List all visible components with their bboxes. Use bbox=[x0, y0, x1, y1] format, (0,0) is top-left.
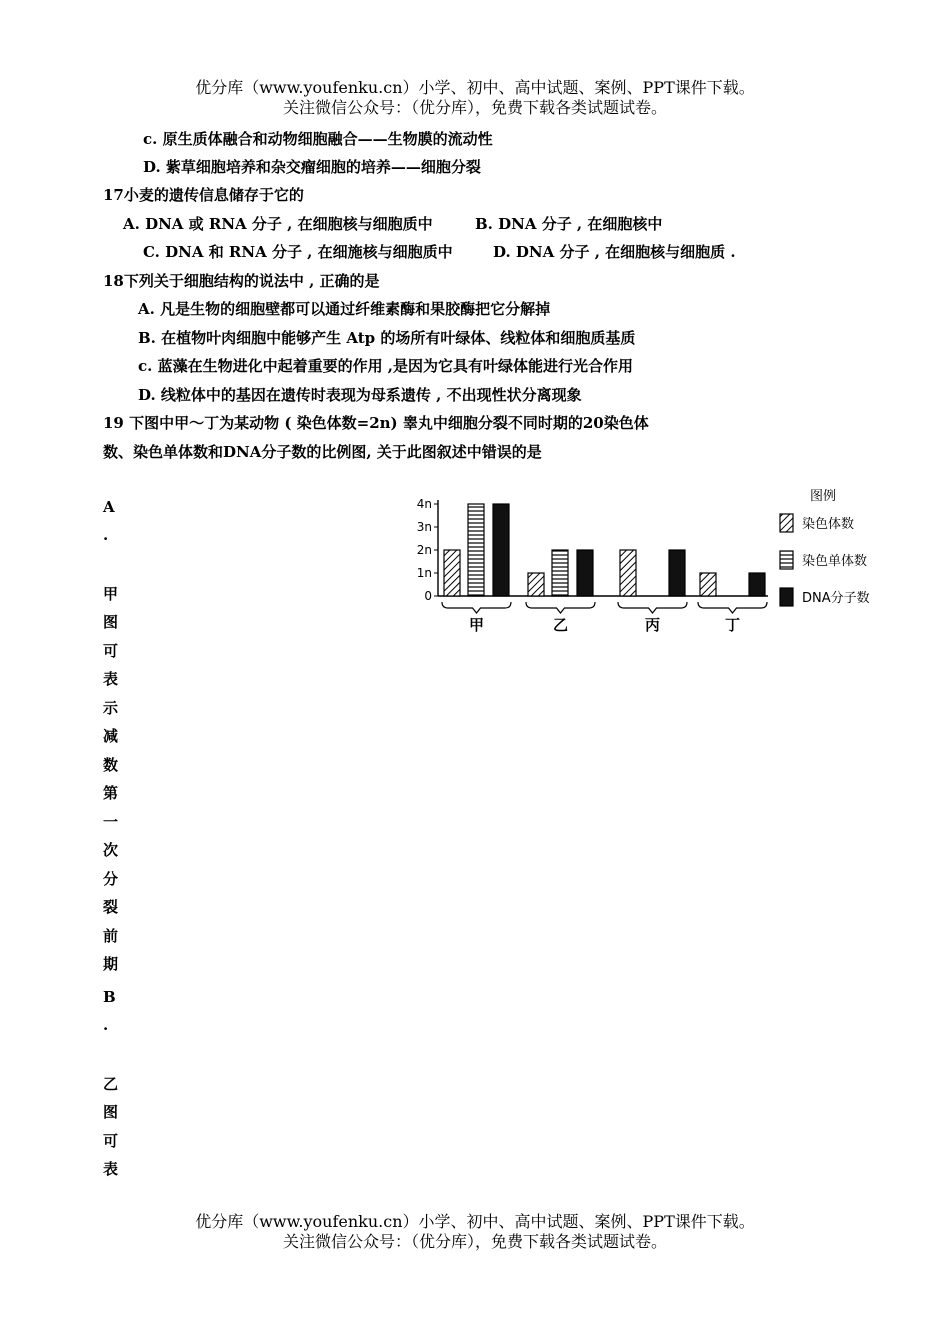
bar-horizontal bbox=[468, 504, 484, 596]
vertical-char: 图 bbox=[103, 1103, 119, 1121]
bar-diagonal bbox=[700, 573, 716, 596]
vertical-char: 裂 bbox=[103, 898, 119, 916]
vertical-char: 图 bbox=[103, 613, 119, 631]
vertical-char: 数 bbox=[103, 756, 119, 774]
category-label: 乙 bbox=[552, 616, 569, 634]
bar-diagonal bbox=[528, 573, 544, 596]
vertical-char: 次 bbox=[103, 841, 119, 859]
legend-label: DNA分子数 bbox=[802, 591, 870, 606]
q18-stem: 18下列关于细胞结构的说法中 , 正确的是 bbox=[103, 272, 380, 290]
vertical-char: 可 bbox=[103, 642, 119, 660]
bar-chart bbox=[408, 478, 878, 643]
legend-label: 染色单体数 bbox=[802, 554, 868, 569]
y-tick-label: 2n bbox=[416, 543, 432, 557]
vertical-char: 乙 bbox=[103, 1075, 119, 1093]
y-tick-label: 1n bbox=[416, 566, 432, 580]
q18-option-d: D. 线粒体中的基因在遗传时表现为母系遗传 , 不出现性状分离现象 bbox=[138, 386, 582, 404]
bar-diagonal bbox=[620, 550, 636, 596]
header-line-1: 优分库（www.youfenku.cn）小学、初中、高中试题、案例、PPT课件下载。 bbox=[195, 78, 755, 97]
bar-solid bbox=[669, 550, 685, 596]
vertical-char: . bbox=[103, 1016, 109, 1034]
y-tick-label: 3n bbox=[416, 520, 432, 534]
category-label: 甲 bbox=[468, 616, 485, 634]
legend-swatch bbox=[780, 514, 793, 532]
q19-stem-line-2: 数、染色单体数和DNA分子数的比例图, 关于此图叙述中错误的是 bbox=[103, 443, 542, 461]
q18-option-b: B. 在植物叶肉细胞中能够产生 Atp 的场所有叶绿体、线粒体和细胞质基质 bbox=[138, 329, 636, 347]
vertical-char: 表 bbox=[103, 670, 119, 688]
bar-solid bbox=[577, 550, 593, 596]
bar-solid bbox=[749, 573, 765, 596]
category-brace bbox=[442, 602, 511, 613]
category-brace bbox=[698, 602, 767, 613]
vertical-char: 甲 bbox=[103, 585, 119, 603]
category-label: 丁 bbox=[724, 616, 741, 634]
q17-option-a: A. DNA 或 RNA 分子 , 在细胞核与细胞质中 bbox=[123, 215, 433, 233]
legend-swatch bbox=[780, 588, 793, 606]
legend-title: 图例 bbox=[810, 489, 837, 504]
category-brace bbox=[526, 602, 595, 613]
vertical-char: 前 bbox=[103, 927, 119, 945]
category-label: 丙 bbox=[644, 616, 661, 634]
vertical-char: B bbox=[103, 988, 116, 1006]
q18-option-a: A. 凡是生物的细胞壁都可以通过纤维素酶和果胶酶把它分解掉 bbox=[138, 300, 551, 318]
q17-stem: 17小麦的遗传信息储存于它的 bbox=[103, 186, 304, 204]
vertical-char: 示 bbox=[103, 699, 119, 717]
vertical-char: . bbox=[103, 526, 109, 544]
vertical-char: 分 bbox=[103, 870, 119, 888]
vertical-char: 期 bbox=[103, 955, 119, 973]
q17-option-d: D. DNA 分子 , 在细胞核与细胞质 . bbox=[493, 243, 736, 261]
footer-line-1: 优分库（www.youfenku.cn）小学、初中、高中试题、案例、PPT课件下载。 bbox=[195, 1212, 755, 1231]
bar-diagonal bbox=[444, 550, 460, 596]
legend-label: 染色体数 bbox=[802, 517, 855, 532]
footer-line-2: 关注微信公众号：（优分库），免费下载各类试题试卷。 bbox=[282, 1232, 667, 1251]
legend-swatch bbox=[780, 551, 793, 569]
q19-stem-line-1: 19 下图中甲～丁为某动物 ( 染色体数=2n) 睾丸中细胞分裂不同时期的20染色体 bbox=[103, 414, 649, 432]
vertical-char: 表 bbox=[103, 1160, 119, 1178]
q17-option-b: B. DNA 分子 , 在细胞核中 bbox=[475, 215, 663, 233]
vertical-char: 第 bbox=[103, 784, 119, 802]
vertical-char: A bbox=[103, 498, 115, 516]
q16-option-c: c. 原生质体融合和动物细胞融合——生物膜的流动性 bbox=[143, 130, 493, 148]
header-line-2: 关注微信公众号：（优分库），免费下载各类试题试卷。 bbox=[282, 98, 667, 117]
bar-solid bbox=[493, 504, 509, 596]
vertical-char: 减 bbox=[103, 727, 119, 745]
vertical-char: 可 bbox=[103, 1132, 119, 1150]
q16-option-d: D. 紫草细胞培养和杂交瘤细胞的培养——细胞分裂 bbox=[143, 158, 481, 176]
q18-option-c: c. 蓝藻在生物进化中起着重要的作用 ,是因为它具有叶绿体能进行光合作用 bbox=[138, 357, 634, 375]
vertical-char: 一 bbox=[103, 813, 119, 831]
bar-horizontal bbox=[552, 550, 568, 596]
category-brace bbox=[618, 602, 687, 613]
y-tick-label: 0 bbox=[424, 589, 432, 603]
y-tick-label: 4n bbox=[416, 497, 432, 511]
q17-option-c: C. DNA 和 RNA 分子 , 在细施核与细胞质中 bbox=[143, 243, 453, 261]
